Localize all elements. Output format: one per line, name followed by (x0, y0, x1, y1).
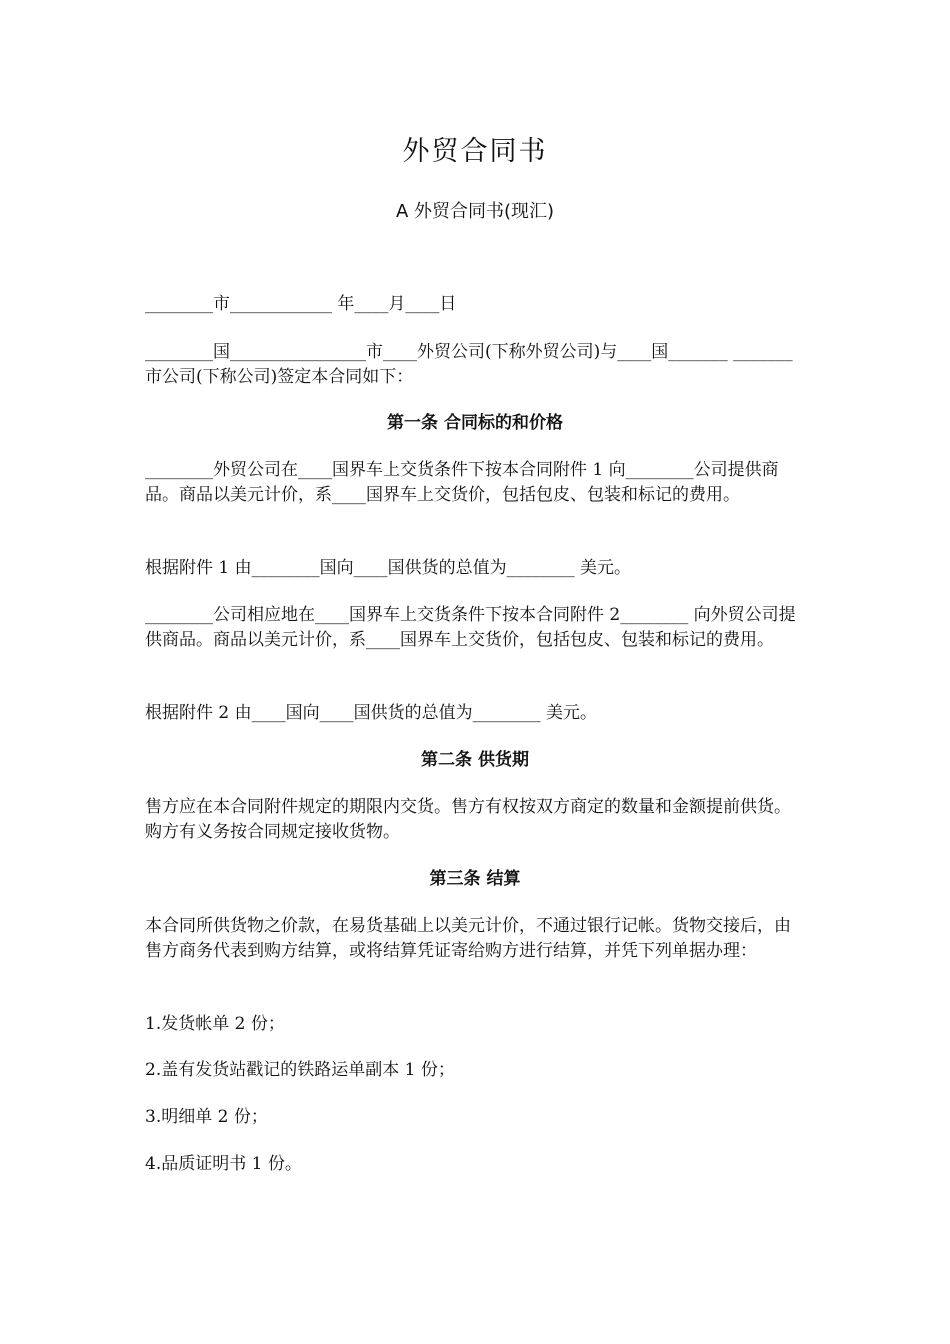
article-1-heading: 第一条 合同标的和价格 (387, 413, 563, 433)
article-1-paragraph-3: ________公司相应地在____国界车上交货条件下按本合同附件 2________ 向外贸公司提供商品。商品以美元计价，系____国界车上交货价，包括包皮、包装和标记的费用。 (145, 605, 796, 650)
article-1-paragraph-2: 根据附件 1 由________国向____国供货的总值为________ 美元。 (145, 558, 632, 578)
date-line: ________市____________ 年____月____日 (145, 294, 457, 314)
list-item: 4.品质证明书 1 份。 (145, 1154, 302, 1174)
article-3-paragraph-1: 本合同所供货物之价款，在易货基础上以美元计价，不通过银行记帐。货物交接后，由售方商务代表到购方结算，或将结算凭证寄给购方进行结算，并凭下列单据办理： (145, 916, 791, 961)
parties-paragraph: ________国________________市____外贸公司(下称外贸公司)与____国_______ _______市公司(下称公司)签定本合同如下： (145, 342, 793, 387)
list-item: 1.发货帐单 2 份； (145, 1014, 285, 1034)
list-item: 2.盖有发货站戳记的铁路运单副本 1 份； (145, 1060, 455, 1080)
article-2-heading: 第二条 供货期 (421, 750, 529, 770)
document-subtitle: A 外贸合同书(现汇) (395, 201, 555, 222)
article-3-heading: 第三条 结算 (429, 869, 521, 889)
article-1-paragraph-1: ________外贸公司在____国界车上交货条件下按本合同附件 1 向________公司提供商品。商品以美元计价，系____国界车上交货价，包括包皮、包装和标记的费用。 (145, 460, 779, 505)
article-2-paragraph-1: 售方应在本合同附件规定的期限内交货。售方有权按双方商定的数量和金额提前供货。购方有义务按合同规定接收货物。 (145, 797, 791, 842)
document-title: 外贸合同书 (402, 136, 548, 167)
article-1-paragraph-4: 根据附件 2 由____国向____国供货的总值为________ 美元。 (145, 703, 598, 723)
list-item: 3.明细单 2 份； (145, 1107, 268, 1127)
